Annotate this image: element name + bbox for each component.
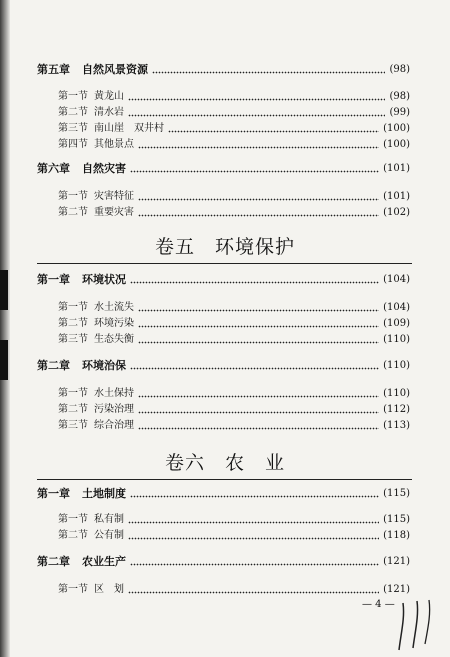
volume-rule xyxy=(37,479,412,480)
dot-leader xyxy=(128,591,379,594)
dot-leader xyxy=(130,170,379,173)
section-title: 黄龙山 xyxy=(94,91,124,102)
toc-section-row[interactable] xyxy=(0,89,450,105)
dot-leader xyxy=(168,130,379,133)
chapter-title: 自然风景资源 xyxy=(82,63,148,76)
toc-section-row[interactable] xyxy=(0,332,450,348)
section-number: 第四节 xyxy=(58,139,88,150)
dot-leader xyxy=(152,71,385,74)
volume-rule xyxy=(37,263,412,264)
section-title: 区 划 xyxy=(94,584,124,595)
toc-chapter-row[interactable] xyxy=(0,161,450,177)
section-title: 重要灾害 xyxy=(94,207,134,218)
section-number: 第二节 xyxy=(58,404,88,415)
toc-section-row[interactable] xyxy=(0,300,450,316)
page-number: — 4 — xyxy=(362,599,395,610)
toc-section-row[interactable] xyxy=(0,316,450,332)
dot-leader xyxy=(138,427,379,430)
section-title: 南山崖 双井村 xyxy=(94,123,164,134)
dot-leader xyxy=(128,114,385,117)
dot-leader xyxy=(138,341,379,344)
volume-heading: 卷五 环境保护 xyxy=(154,236,295,258)
page-reference: (104) xyxy=(383,274,410,285)
section-title: 生态失衡 xyxy=(94,334,134,345)
section-title: 公有制 xyxy=(94,530,124,541)
section-title: 私有制 xyxy=(94,514,124,525)
toc-section-row[interactable] xyxy=(0,105,450,121)
toc-section-row[interactable] xyxy=(0,386,450,402)
chapter-number: 第五章 xyxy=(37,63,70,76)
chapter-number: 第一章 xyxy=(37,487,70,500)
dot-leader xyxy=(138,214,379,217)
chapter-title: 土地制度 xyxy=(82,487,126,500)
toc-section-row[interactable] xyxy=(0,189,450,205)
section-title: 其他景点 xyxy=(94,139,134,150)
dot-leader xyxy=(128,537,379,540)
page-reference: (98) xyxy=(389,91,410,102)
toc-section-row[interactable] xyxy=(0,512,450,528)
toc-section-row[interactable] xyxy=(0,137,450,153)
section-number: 第一节 xyxy=(58,514,88,525)
page-reference: (100) xyxy=(383,139,410,150)
page-reference: (109) xyxy=(383,318,410,329)
section-title: 清水岩 xyxy=(94,107,124,118)
section-number: 第一节 xyxy=(58,388,88,399)
page-reference: (101) xyxy=(383,191,410,202)
section-number: 第一节 xyxy=(58,191,88,202)
chapter-number: 第二章 xyxy=(37,359,70,372)
page-reference: (115) xyxy=(383,514,410,525)
section-title: 环境污染 xyxy=(94,318,134,329)
dot-leader xyxy=(138,395,379,398)
page-reference: (101) xyxy=(383,163,410,174)
chapter-number: 第二章 xyxy=(37,555,70,568)
chapter-title: 农业生产 xyxy=(82,555,126,568)
toc-chapter-row[interactable] xyxy=(0,486,450,502)
dot-leader xyxy=(130,563,379,566)
section-number: 第三节 xyxy=(58,334,88,345)
section-number: 第三节 xyxy=(58,123,88,134)
toc-chapter-row[interactable] xyxy=(0,358,450,374)
section-number: 第二节 xyxy=(58,107,88,118)
page-reference: (110) xyxy=(383,360,410,371)
dot-leader xyxy=(138,325,379,328)
handwritten-mark xyxy=(395,598,440,653)
dot-leader xyxy=(130,495,379,498)
page-reference: (102) xyxy=(383,207,410,218)
chapter-title: 自然灾害 xyxy=(82,162,126,175)
chapter-number: 第六章 xyxy=(37,162,70,175)
toc-chapter-row[interactable] xyxy=(0,62,450,78)
section-title: 水土流失 xyxy=(94,302,134,313)
section-title: 综合治理 xyxy=(94,420,134,431)
page-reference: (98) xyxy=(389,64,410,75)
page-reference: (100) xyxy=(383,123,410,134)
page-reference: (104) xyxy=(383,302,410,313)
page-reference: (115) xyxy=(383,488,410,499)
page-reference: (118) xyxy=(383,530,410,541)
page-reference: (110) xyxy=(383,334,410,345)
chapter-number: 第一章 xyxy=(37,273,70,286)
dot-leader xyxy=(130,281,379,284)
section-number: 第一节 xyxy=(58,584,88,595)
dot-leader xyxy=(128,521,379,524)
dot-leader xyxy=(138,309,379,312)
page-reference: (99) xyxy=(389,107,410,118)
page-reference: (113) xyxy=(383,420,410,431)
toc-chapter-row[interactable] xyxy=(0,554,450,570)
toc-section-row[interactable] xyxy=(0,121,450,137)
section-number: 第一节 xyxy=(58,91,88,102)
toc-section-row[interactable] xyxy=(0,402,450,418)
chapter-title: 环境状况 xyxy=(82,273,126,286)
dot-leader xyxy=(130,367,379,370)
section-number: 第三节 xyxy=(58,420,88,431)
toc-section-row[interactable] xyxy=(0,205,450,221)
toc-section-row[interactable] xyxy=(0,418,450,434)
page-reference: (121) xyxy=(383,584,410,595)
dot-leader xyxy=(138,146,379,149)
toc-section-row[interactable] xyxy=(0,528,450,544)
dot-leader xyxy=(138,198,379,201)
section-number: 第一节 xyxy=(58,302,88,313)
section-number: 第二节 xyxy=(58,318,88,329)
dot-leader xyxy=(138,411,379,414)
section-number: 第二节 xyxy=(58,530,88,541)
toc-section-row[interactable] xyxy=(0,582,450,598)
toc-chapter-row[interactable] xyxy=(0,272,450,288)
section-title: 水土保持 xyxy=(94,388,134,399)
section-title: 灾害特征 xyxy=(94,191,134,202)
dot-leader xyxy=(128,98,385,101)
page-reference: (112) xyxy=(383,404,410,415)
section-title: 污染治理 xyxy=(94,404,134,415)
page-reference: (121) xyxy=(383,556,410,567)
volume-heading: 卷六 农 业 xyxy=(164,452,285,474)
section-number: 第二节 xyxy=(58,207,88,218)
chapter-title: 环境治保 xyxy=(82,359,126,372)
page-reference: (110) xyxy=(383,388,410,399)
